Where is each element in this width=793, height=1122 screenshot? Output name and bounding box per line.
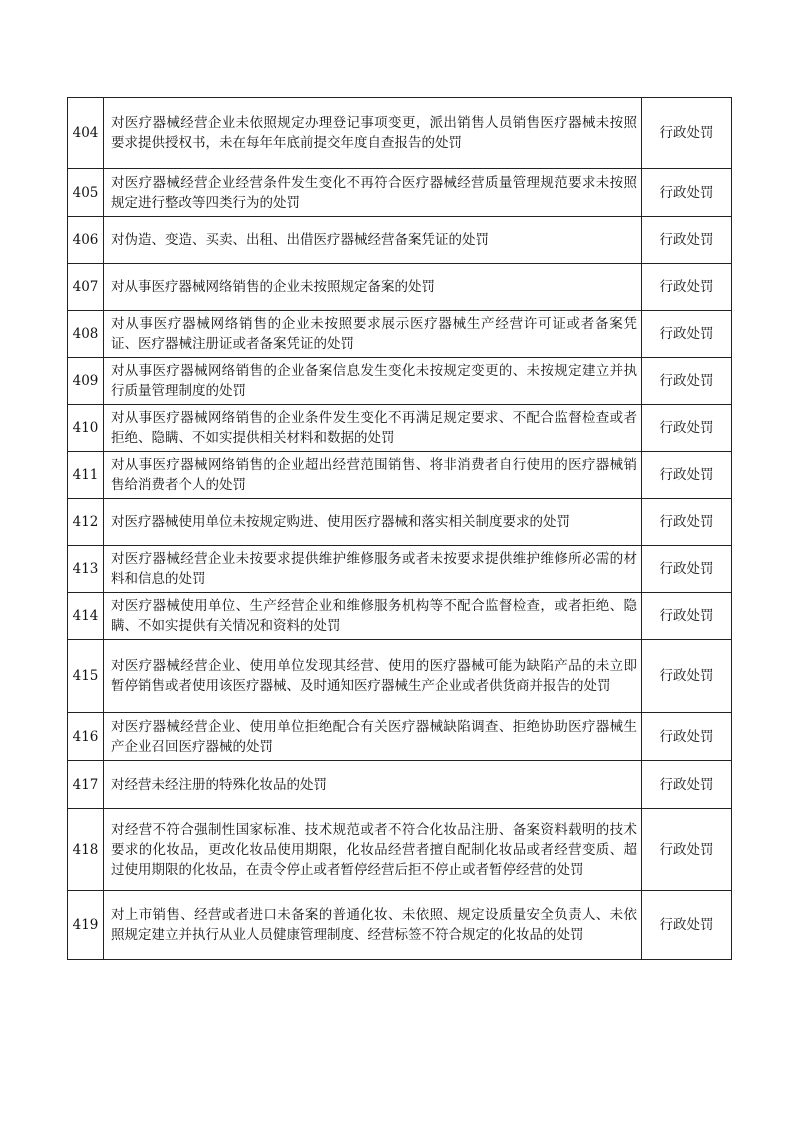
item-type: 行政处罚 <box>642 169 732 217</box>
table-row <box>68 761 732 809</box>
table-row <box>68 809 732 891</box>
item-type: 行政处罚 <box>642 809 732 891</box>
table-row <box>68 713 732 761</box>
item-description: 对医疗器械使用单位未按规定购进、使用医疗器械和落实相关制度要求的处罚 <box>104 499 642 546</box>
item-type: 行政处罚 <box>642 761 732 809</box>
table-row <box>68 640 732 713</box>
item-type: 行政处罚 <box>642 264 732 311</box>
table-row <box>68 169 732 217</box>
table-row <box>68 546 732 593</box>
row-number: 405 <box>68 169 104 217</box>
table-row <box>68 593 732 640</box>
item-description: 对从事医疗器械网络销售的企业备案信息发生变化未按规定变更的、未按规定建立并执行质量管理制度的处罚 <box>104 358 642 405</box>
item-description: 对从事医疗器械网络销售的企业条件发生变化不再满足规定要求、不配合监督检查或者拒绝、隐瞒、不如实提供相关材料和数据的处罚 <box>104 405 642 452</box>
row-number: 408 <box>68 311 104 358</box>
item-description: 对医疗器械使用单位、生产经营企业和维修服务机构等不配合监督检查，或者拒绝、隐瞒、不如实提供有关情况和资料的处罚 <box>104 593 642 640</box>
penalty-items-table <box>67 97 732 960</box>
item-description: 对医疗器械经营企业、使用单位发现其经营、使用的医疗器械可能为缺陷产品的未立即暂停销售或者使用该医疗器械、及时通知医疗器械生产企业或者供货商并报告的处罚 <box>104 640 642 713</box>
item-type: 行政处罚 <box>642 217 732 264</box>
table-row <box>68 452 732 499</box>
row-number: 419 <box>68 891 104 960</box>
item-description: 对医疗器械经营企业未依照规定办理登记事项变更，派出销售人员销售医疗器械未按照要求提供授权书，未在每年年底前提交年度自查报告的处罚 <box>104 98 642 169</box>
table-row <box>68 891 732 960</box>
row-number: 406 <box>68 217 104 264</box>
table-row <box>68 358 732 405</box>
table-body <box>68 98 732 960</box>
row-number: 418 <box>68 809 104 891</box>
table-row <box>68 311 732 358</box>
item-type: 行政处罚 <box>642 311 732 358</box>
row-number: 414 <box>68 593 104 640</box>
item-description: 对经营未经注册的特殊化妆品的处罚 <box>104 761 642 809</box>
row-number: 416 <box>68 713 104 761</box>
item-type: 行政处罚 <box>642 499 732 546</box>
item-description: 对从事医疗器械网络销售的企业未按照规定备案的处罚 <box>104 264 642 311</box>
table-row <box>68 264 732 311</box>
row-number: 409 <box>68 358 104 405</box>
item-description: 对医疗器械经营企业经营条件发生变化不再符合医疗器械经营质量管理规范要求未按照规定进行整改等四类行为的处罚 <box>104 169 642 217</box>
item-description: 对从事医疗器械网络销售的企业超出经营范围销售、将非消费者自行使用的医疗器械销售给消费者个人的处罚 <box>104 452 642 499</box>
item-type: 行政处罚 <box>642 891 732 960</box>
row-number: 404 <box>68 98 104 169</box>
item-type: 行政处罚 <box>642 713 732 761</box>
item-type: 行政处罚 <box>642 98 732 169</box>
row-number: 413 <box>68 546 104 593</box>
item-type: 行政处罚 <box>642 405 732 452</box>
table-row <box>68 499 732 546</box>
row-number: 412 <box>68 499 104 546</box>
item-description: 对从事医疗器械网络销售的企业未按照要求展示医疗器械生产经营许可证或者备案凭证、医疗器械注册证或者备案凭证的处罚 <box>104 311 642 358</box>
row-number: 411 <box>68 452 104 499</box>
table-row <box>68 217 732 264</box>
item-description: 对医疗器械经营企业未按要求提供维护维修服务或者未按要求提供维护维修所必需的材料和信息的处罚 <box>104 546 642 593</box>
item-type: 行政处罚 <box>642 593 732 640</box>
item-description: 对经营不符合强制性国家标准、技术规范或者不符合化妆品注册、备案资料载明的技术要求的化妆品，更改化妆品使用期限，化妆品经营者擅自配制化妆品或者经营变质、超过使用期限的化妆品，在责令停止或者暂停经营后拒不停止或者暂停经营的处罚 <box>104 809 642 891</box>
row-number: 407 <box>68 264 104 311</box>
item-type: 行政处罚 <box>642 358 732 405</box>
item-type: 行政处罚 <box>642 452 732 499</box>
item-description: 对医疗器械经营企业、使用单位拒绝配合有关医疗器械缺陷调查、拒绝协助医疗器械生产企业召回医疗器械的处罚 <box>104 713 642 761</box>
row-number: 410 <box>68 405 104 452</box>
row-number: 415 <box>68 640 104 713</box>
item-type: 行政处罚 <box>642 546 732 593</box>
item-description: 对上市销售、经营或者进口未备案的普通化妆、未依照、规定设质量安全负责人、未依照规定建立并执行从业人员健康管理制度、经营标签不符合规定的化妆品的处罚 <box>104 891 642 960</box>
table-row <box>68 405 732 452</box>
item-type: 行政处罚 <box>642 640 732 713</box>
item-description: 对伪造、变造、买卖、出租、出借医疗器械经营备案凭证的处罚 <box>104 217 642 264</box>
table-row <box>68 98 732 169</box>
row-number: 417 <box>68 761 104 809</box>
